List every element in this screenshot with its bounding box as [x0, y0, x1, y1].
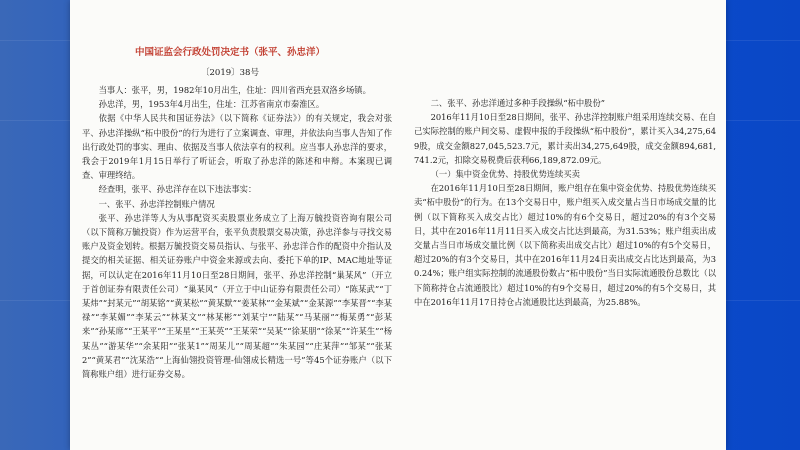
paragraph: 经查明，张平、孙忠洋存在以下违法事实： — [98, 184, 257, 195]
section-heading: 一、张平、孙忠洋控制账户情况 — [98, 198, 215, 209]
document-number: 〔2019〕38号 — [201, 68, 259, 78]
paragraph: 在2016年11月10日至28日期间，账户组存在集中资金优势、持股优势连续买卖“柘中股份”的行为。在13个交易日中，账户组买入成交量占当日市场成交量的比例（以下简称买入成交占比）超过10%的有6个交易日，超过20%的有3个交易日，其中在2016年11月11日买入成交占比达到最高，为31.53%；账户组卖出成交量占当日市场成交量比例（以下简称卖出成交占比）超过10%的有5个交易日，超过20%的有3个交易日，其中在2016年11月24日卖出成交占比达到最高，为30.24%；账户组实际控制的流通股份数占“柘中股份”当日实际流通股份总数比（以下简称持仓占流通股比）超过10%的有9个交易日，超过20%的有5个交易日，其中在2016年11月17日持仓占流通股比达到最高，为25.88%。 — [414, 183, 716, 307]
paragraph: 当事人：张平，男，1982年10月出生，住址：四川省西充县双洛乡场镇。 — [98, 85, 371, 95]
document-title: 中国证监会行政处罚决定书（张平、孙忠洋） — [134, 47, 325, 58]
section-heading: 二、张平、孙忠洋通过多种手段操纵“柘中股份” — [430, 98, 606, 108]
paragraph: 依据《中华人民共和国证券法》（以下简称《证券法》）的有关规定，我会对张平、孙忠洋操纵“柘中股份”的行为进行了立案调查、审理，并依法向当事人告知了作出行政处罚的事实、理由、依据及当事人依法享有的权利。应当事人孙忠洋的要求，我会于2019年1月15日举行了听证会，听取了孙忠洋的陈述和申辩。本案现已调查、审理终结。 — [82, 113, 392, 181]
subsection-heading: （一）集中资金优势、持股优势连续买卖 — [430, 169, 580, 180]
paragraph: 张平、孙忠洋等人为从事配资买卖股票业务成立了上海万毓投资咨询有限公司（以下简称万毓投资）作为运营平台，张平负责股票交易决策，孙忠洋参与寻找交易账户及资金划转。根据万毓投资交易员指认、与张平、孙忠洋合作的配资中介指认及提交的相关证据、相关证券账户中资金来源或去向、委托下单的IP、MAC地址等证据，可以认定在2016年11月10日至28日期间，张平、孙忠洋控制“巢某风”（开立于首创证券有限责任公司）“巢某风”（开立于中山证券有限责任公司）“陈某武”“丁某炜”“封某元”“胡某铭”“黄某松”“黄某默”“姜某林”“金某斌”“金某源”“李某晋”“李某禄”“李某媚”“李某云”“林某文”“林某彬”“刘某宁”“陆某”“马某丽”“梅某勇”“彭某来”“孙某席”“王某平”“王某星”“王某英”“王某荣”“吴某”“徐某朋”“徐某”“许某生”“杨某丛”“游某华”“余某阳”“张某1”“周某儿”“周某超”“朱某园”“庄某萍”“邹某”“张某2”“黄某君”“沈某浩”“上海仙翎投资管理-仙翎成长精选一号”等45个证券账户（以下简称账户组）进行证券交易。 — [82, 212, 392, 380]
document-page — [70, 0, 726, 450]
left-column — [82, 83, 392, 381]
paragraph: 2016年11月10日至28日期间，张平、孙忠洋控制账户组采用连续交易、在自己实际控制的账户间交易、虚假申报的手段操纵“柘中股份”，累计买入34,275,649股，成交金额827,045,523.7元，累计卖出34,275,649股，成交金额894,681,741.2元，扣除交易税费后获利66,189,872.09元。 — [414, 112, 716, 165]
paragraph: 孙忠洋，男，1953年4月出生，住址：江苏省南京市秦淮区。 — [98, 99, 325, 110]
right-column — [414, 96, 716, 309]
